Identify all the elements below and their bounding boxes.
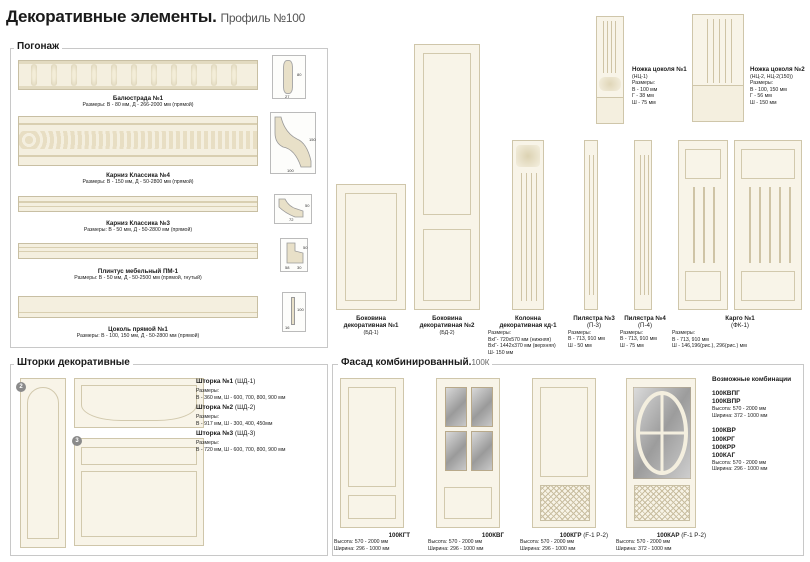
facade-100kvg-height: Высота: 570 - 2000 мм — [428, 539, 483, 546]
facade-100kar-title — [616, 532, 706, 539]
facade-combinations — [712, 376, 802, 473]
curtain-2-image — [20, 378, 66, 548]
combo-100krg: 100КРГ — [712, 435, 735, 443]
cornice-3-dim-height: 50 — [305, 203, 310, 208]
facade-100kvg-info — [428, 532, 504, 552]
cornice-classic-4-image — [18, 116, 258, 166]
balustrade-image — [18, 60, 258, 90]
cornice-4-dim-depth: 100 — [287, 168, 294, 173]
pogonazh-header: Погонаж — [14, 41, 62, 54]
column-size-width: Ш- 150 мм — [488, 349, 514, 356]
plinth-leg-2-sizes-label: Размеры: — [750, 80, 773, 87]
facade-100kgr-info — [520, 532, 608, 552]
facade-100kar-width: Ширина: 372 - 1000 мм — [616, 545, 672, 552]
side-panel-1-name: Боковина декоративная №1 — [343, 315, 399, 330]
facade-100kar-name: 100КАР — [656, 532, 680, 539]
balustrade-dim-width: 27 — [285, 94, 290, 99]
balustrade-profile — [272, 55, 306, 99]
cargo-size-w: Ш - 146,196(рис.), 296(рис.) мм — [672, 343, 747, 349]
plinth-leg-1-info — [632, 66, 688, 106]
cargo-sizes-label: Размеры: — [672, 330, 695, 336]
side-panel-1-image — [336, 184, 406, 310]
plinth-straight-image — [18, 296, 258, 318]
pilaster-3-info — [568, 315, 620, 349]
facade-100kgt-image — [340, 378, 404, 528]
facade-100kgr-code: (F-1 Р-2) — [583, 532, 608, 539]
facade-100kgt-width: Ширина: 296 - 1000 мм — [334, 545, 390, 552]
combo-group1-width: Ширина: 372 - 1000 мм — [712, 412, 768, 419]
cornice-classic-4-sizes: Размеры: В - 150 мм, Д - 50-2800 мм (прямой) — [82, 179, 194, 185]
plinth-straight-name: Цоколь прямой №1 — [108, 326, 168, 333]
balustrade-name: Балюстрада №1 — [112, 95, 164, 102]
pilaster-4-sizes-label: Размеры: — [620, 329, 643, 336]
facade-100kar-code: (F-1 Р-2) — [681, 532, 706, 539]
side-panel-1-code: (БД-1) — [363, 330, 379, 336]
plinth-leg-2-size-w: Ш - 150 мм — [750, 99, 777, 106]
curtain-2-badge: 2 — [16, 382, 26, 392]
pilaster-4-title: Пилястра №4 — [624, 315, 666, 322]
combo-100kvpr: 100КВПР — [712, 398, 741, 406]
pilaster-3-name — [568, 315, 620, 330]
balustrade-dim-height: 80 — [297, 72, 302, 77]
facade-100kar-image — [626, 378, 696, 528]
cornice-4-dim-height: 150 — [309, 137, 316, 142]
side-panel-2-name: Боковина декоративная №2 — [419, 315, 475, 330]
facade-100kgr-height: Высота: 570 - 2000 мм — [520, 539, 575, 546]
plinth-leg-2-name: Ножка цоколя №2 — [750, 66, 805, 73]
cokol-dim-width: 16 — [285, 325, 290, 330]
plinth-leg-2-info — [750, 66, 808, 106]
facade-100kgt-info — [334, 532, 410, 552]
pilaster-3-size-h: В - 713, 910 мм — [568, 336, 605, 343]
curtain-2-sizes: В - 917 мм, Ш - 300, 400, 450мм — [196, 420, 273, 427]
curtain-3-code: (ШД-3) — [234, 430, 256, 438]
cornice-3-dim-depth: 72 — [289, 217, 294, 222]
cargo-name: Карго №1 — [725, 315, 755, 322]
facade-arch-glass — [633, 387, 691, 479]
furniture-plinth-profile — [280, 238, 308, 272]
curtains-info — [196, 378, 324, 453]
cornice-classic-3-name: Карниз Классика №3 — [106, 220, 170, 227]
curtain-1-sizes: В - 360 мм, Ш - 600, 700, 800, 900 мм — [196, 394, 286, 401]
facade-100kgr-image — [532, 378, 596, 528]
cornice-classic-3-sizes: Размеры: В - 50 мм, Д - 50-2800 мм (прямой) — [83, 227, 193, 233]
curtain-1-sizes-label: Размеры: — [196, 388, 219, 395]
pilaster-3-code: (П-3) — [586, 322, 602, 330]
column-size-upper: ВхГ- 1442х370 мм (верхняя) — [488, 343, 556, 349]
plinth-straight-profile — [282, 292, 306, 332]
plinth-leg-1-image — [596, 16, 624, 124]
facade-100kgr-width: Ширина: 296 - 1000 мм — [520, 545, 576, 552]
column-sizes-label: Размеры: — [488, 330, 511, 336]
furniture-plinth-image — [18, 243, 258, 259]
title-main: Декоративные элементы. — [6, 7, 217, 26]
facade-100kgr-title — [520, 532, 608, 539]
curtains-header: Шторки декоративные — [14, 357, 133, 370]
cornice-classic-4-profile — [270, 112, 316, 174]
combinations-title: Возможные комбинации — [712, 376, 792, 383]
curtain-1-title — [196, 378, 324, 386]
facade-header-title: Фасад комбинированный. — [341, 357, 472, 368]
curtain-2-code: (ШД-2) — [234, 404, 256, 412]
facade-100kgt-name: 100КГТ — [388, 532, 410, 539]
pilaster-4-size-w: Ш - 75 мм — [620, 342, 644, 349]
curtain-3-sizes-label: Размеры: — [196, 440, 219, 447]
cargo-sizes — [672, 330, 808, 350]
pilaster-4-name — [620, 315, 670, 330]
cornice-classic-3-profile — [274, 194, 312, 224]
pilaster-4-code: (П-4) — [637, 322, 653, 330]
plinth-leg-2-code: (НЦ-2, НЦ-2(150)) — [750, 73, 793, 80]
combo-group1-height: Высота: 570 - 2000 мм — [712, 406, 767, 413]
curtain-1-code: (ШД-1) — [234, 378, 256, 385]
pilaster-3-sizes-label: Размеры: — [568, 329, 591, 336]
combo-100kvpg: 100КВПГ — [712, 390, 740, 398]
curtain-3-image — [74, 438, 204, 546]
combo-100krr: 100КРР — [712, 443, 736, 451]
curtain-1-image — [74, 378, 204, 428]
facade-100kvg-width: Ширина: 296 - 1000 мм — [428, 545, 484, 552]
facade-header — [338, 357, 492, 370]
combo-100kag: 100КАГ — [712, 451, 736, 459]
combo-group2-width: Ширина: 296 - 1000 мм — [712, 466, 768, 473]
curtain-3-name: Шторка №3 — [196, 430, 234, 438]
cargo-right-image — [734, 140, 802, 310]
furniture-plinth-name: Плинтус мебельный ПМ-1 — [97, 268, 179, 275]
curtain-1-name: Шторка №1 — [196, 378, 234, 385]
title-profile: Профиль №100 — [220, 11, 305, 25]
side-panel-2-code: (БД-2) — [439, 330, 455, 336]
plinth-leg-2-size-h: В - 100, 150 мм — [750, 86, 787, 93]
curtain-3-badge: 3 — [72, 436, 82, 446]
pilaster-4-image — [634, 140, 652, 310]
plinth-leg-1-code: (НЦ-1) — [632, 73, 648, 80]
side-panel-2-image — [414, 44, 480, 310]
plinth-dim-height: 50 — [303, 245, 308, 250]
curtain-3-title — [196, 430, 324, 438]
curtain-2-name: Шторка №2 — [196, 404, 234, 412]
plinth-leg-1-size-h: В - 100 мм — [632, 86, 658, 93]
facade-100kvg-name: 100КВГ — [481, 532, 504, 539]
plinth-straight-sizes: Размеры: В - 100, 150 мм, Д - 50-2800 мм (прямой) — [76, 333, 200, 339]
facade-100kgt-height: Высота: 570 - 2000 мм — [334, 539, 389, 546]
column-size-lower: ВхГ- 720х570 мм (нижняя) — [488, 336, 552, 343]
cargo-code: (ФК-1) — [731, 322, 749, 330]
facade-100kgr-name: 100КГР — [559, 532, 582, 539]
furniture-plinth-sizes: Размеры: В - 50 мм, Д - 50-2500 мм (прямой, гнутый) — [74, 275, 202, 281]
pilaster-3-size-w: Ш - 50 мм — [568, 342, 592, 349]
cargo-left-image — [678, 140, 728, 310]
curtain-2-sizes-label: Размеры: — [196, 414, 219, 421]
facade-header-code: 100К — [471, 358, 490, 367]
column-decor-image — [512, 140, 544, 310]
balustrade-sizes: Размеры: В - 80 мм, Д - 266-2000 мм (прямой) — [82, 102, 194, 108]
plinth-leg-1-name: Ножка цоколя №1 — [632, 66, 687, 73]
plinth-leg-2-image — [692, 14, 744, 122]
cargo-size-h: В - 713, 910 мм — [672, 336, 709, 343]
facade-100kar-height: Высота: 570 - 2000 мм — [616, 539, 671, 546]
page-title — [6, 6, 305, 27]
facade-100kar-info — [616, 532, 706, 552]
combo-100kvr: 100КВР — [712, 427, 736, 435]
pilaster-4-info — [620, 315, 670, 349]
plinth-leg-2-size-d: Г - 56 мм — [750, 93, 772, 100]
column-decor-info — [488, 330, 568, 356]
pilaster-4-size-h: В - 713, 910 мм — [620, 336, 657, 343]
plinth-dim-width: 58 — [285, 265, 290, 270]
pilaster-3-image — [584, 140, 598, 310]
combo-group2-height: Высота: 570 - 2000 мм — [712, 459, 767, 466]
facade-100kvg-image — [436, 378, 500, 528]
pilaster-3-title: Пилястра №3 — [573, 315, 615, 322]
cornice-3-profile-shape — [275, 195, 313, 225]
cornice-classic-4-name: Карниз Классика №4 — [106, 172, 170, 179]
plinth-leg-1-size-d: Г - 38 мм — [632, 93, 654, 100]
curtain-3-sizes: В - 720 мм, Ш - 600, 700, 800, 900 мм — [196, 446, 286, 453]
column-decor-name: Колонна декоративная кд-1 — [499, 315, 557, 330]
plinth-leg-1-sizes-label: Размеры: — [632, 80, 655, 87]
plinth-dim-depth: 30 — [297, 265, 302, 270]
cornice-classic-3-image — [18, 196, 258, 212]
plinth-leg-1-size-w: Ш - 75 мм — [632, 99, 656, 106]
cokol-dim-height: 100 — [297, 307, 304, 312]
cornice-4-profile-shape — [271, 113, 317, 175]
curtain-2-title — [196, 404, 324, 412]
cargo-info — [672, 315, 808, 330]
